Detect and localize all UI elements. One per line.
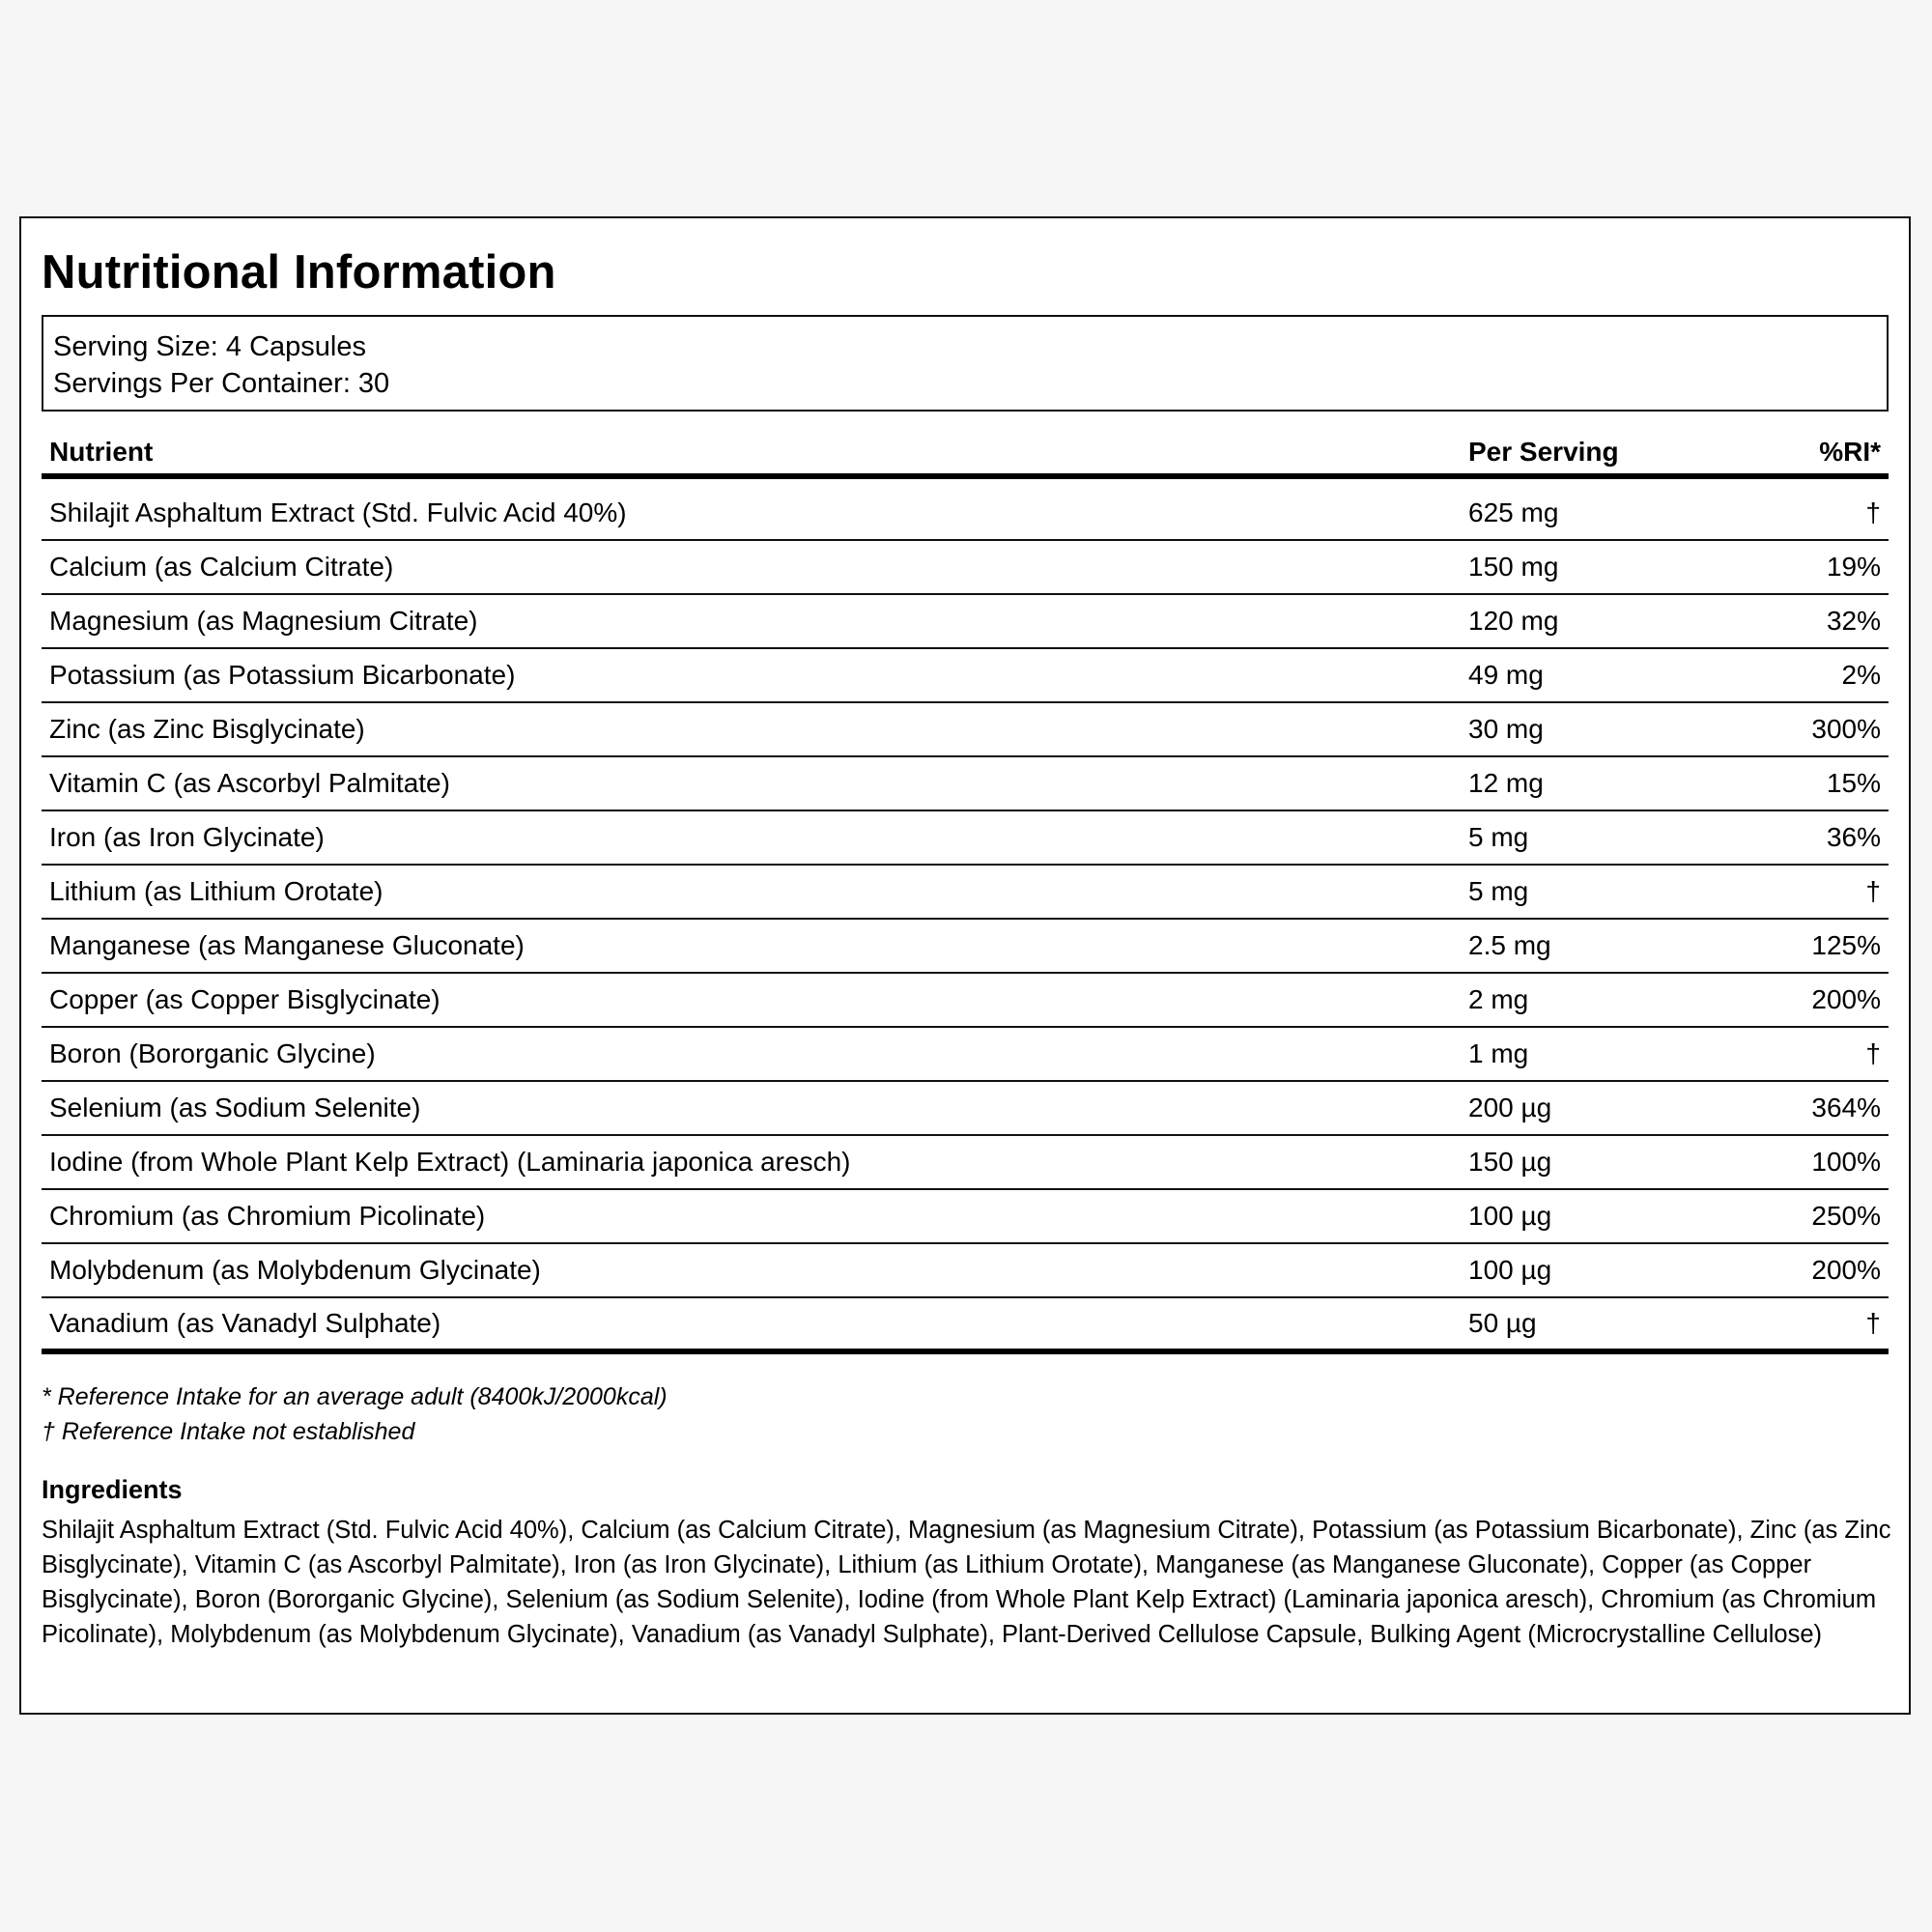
nutrient-ri: † bbox=[1865, 1038, 1881, 1068]
servings-per-container: Servings Per Container: 30 bbox=[53, 368, 390, 399]
nutrient-amount: 100 µg bbox=[1468, 1255, 1552, 1285]
table-row bbox=[42, 1298, 1889, 1354]
nutrient-name: Shilajit Asphaltum Extract (Std. Fulvic Acid 40%) bbox=[49, 497, 627, 527]
nutrient-name: Zinc (as Zinc Bisglycinate) bbox=[49, 714, 365, 744]
table-row bbox=[42, 1136, 1889, 1190]
nutrient-name: Selenium (as Sodium Selenite) bbox=[49, 1093, 421, 1122]
nutrient-ri: 100% bbox=[1811, 1147, 1881, 1177]
nutrient-amount: 150 mg bbox=[1468, 552, 1559, 582]
nutrient-amount: 49 mg bbox=[1468, 660, 1544, 690]
nutrient-amount: 12 mg bbox=[1468, 768, 1544, 798]
header-nutrient: Nutrient bbox=[49, 437, 154, 467]
serving-size: Serving Size: 4 Capsules bbox=[53, 331, 366, 362]
table-row bbox=[42, 757, 1889, 811]
nutrient-amount: 1 mg bbox=[1468, 1038, 1529, 1068]
nutrient-ri: † bbox=[1865, 497, 1881, 527]
nutrient-name: Potassium (as Potassium Bicarbonate) bbox=[49, 660, 516, 690]
nutrient-ri: 19% bbox=[1826, 552, 1881, 582]
nutrient-ri: 300% bbox=[1811, 714, 1881, 744]
nutrient-name: Magnesium (as Magnesium Citrate) bbox=[49, 606, 478, 636]
table-row bbox=[42, 1028, 1889, 1082]
serving-info-box bbox=[42, 315, 1889, 412]
nutrient-amount: 625 mg bbox=[1468, 497, 1559, 527]
table-row bbox=[42, 974, 1889, 1028]
table-row bbox=[42, 1082, 1889, 1136]
header-ri: %RI* bbox=[1819, 437, 1881, 467]
table-row bbox=[42, 649, 1889, 703]
table-row bbox=[42, 1244, 1889, 1298]
table-row bbox=[42, 1190, 1889, 1244]
nutrient-name: Vitamin C (as Ascorbyl Palmitate) bbox=[49, 768, 450, 798]
table-row bbox=[42, 920, 1889, 974]
nutrient-amount: 30 mg bbox=[1468, 714, 1544, 744]
table-row bbox=[42, 811, 1889, 866]
table-header bbox=[42, 431, 1889, 479]
footnote-not-established: † Reference Intake not established bbox=[42, 1418, 415, 1445]
nutrient-name: Copper (as Copper Bisglycinate) bbox=[49, 984, 440, 1014]
page-title: Nutritional Information bbox=[42, 246, 556, 298]
ingredients-heading: Ingredients bbox=[42, 1475, 183, 1504]
table-row bbox=[42, 487, 1889, 541]
nutrient-ri: † bbox=[1865, 876, 1881, 906]
nutrient-ri: 2% bbox=[1841, 660, 1881, 690]
nutrient-name: Iodine (from Whole Plant Kelp Extract) (Laminaria japonica aresch) bbox=[49, 1147, 851, 1177]
nutrient-name: Chromium (as Chromium Picolinate) bbox=[49, 1201, 486, 1231]
nutrient-name: Calcium (as Calcium Citrate) bbox=[49, 552, 394, 582]
header-per-serving: Per Serving bbox=[1468, 437, 1619, 467]
nutrient-ri: 36% bbox=[1826, 822, 1881, 852]
nutrient-amount: 100 µg bbox=[1468, 1201, 1552, 1231]
nutrient-amount: 2 mg bbox=[1468, 984, 1529, 1014]
table-row bbox=[42, 703, 1889, 757]
nutrient-ri: 250% bbox=[1811, 1201, 1881, 1231]
nutrient-amount: 200 µg bbox=[1468, 1093, 1552, 1122]
nutrient-ri: 200% bbox=[1811, 984, 1881, 1014]
nutrient-amount: 150 µg bbox=[1468, 1147, 1552, 1177]
nutrient-name: Lithium (as Lithium Orotate) bbox=[49, 876, 384, 906]
table-row bbox=[42, 866, 1889, 920]
nutrient-name: Manganese (as Manganese Gluconate) bbox=[49, 930, 525, 960]
nutrient-name: Iron (as Iron Glycinate) bbox=[49, 822, 325, 852]
nutrient-amount: 50 µg bbox=[1468, 1308, 1537, 1338]
table-row bbox=[42, 595, 1889, 649]
nutrient-name: Boron (Bororganic Glycine) bbox=[49, 1038, 376, 1068]
nutrient-ri: 32% bbox=[1826, 606, 1881, 636]
table-row bbox=[42, 541, 1889, 595]
nutrient-name: Molybdenum (as Molybdenum Glycinate) bbox=[49, 1255, 541, 1285]
footnotes bbox=[42, 1379, 1889, 1449]
nutrient-ri: 200% bbox=[1811, 1255, 1881, 1285]
nutrient-amount: 5 mg bbox=[1468, 822, 1529, 852]
nutrient-table-body bbox=[42, 487, 1889, 1354]
footnote-reference-intake: * Reference Intake for an average adult (8400kJ/2000kcal) bbox=[42, 1383, 668, 1410]
nutrient-amount: 120 mg bbox=[1468, 606, 1559, 636]
nutrient-ri: 15% bbox=[1826, 768, 1881, 798]
nutrient-ri: † bbox=[1865, 1308, 1881, 1338]
ingredients-text: Shilajit Asphaltum Extract (Std. Fulvic Acid 40%), Calcium (as Calcium Citrate), Magnesium (as Magnesium Citrate), Potassium (as Potassium Bicarbonate), Zinc (as Zinc Bisglycinate), Vitamin C (as Ascorbyl Palmitate), Iron (as Iron Glycinate), Lithium (as Lithium Orotate), Manganese (as Manganese Gluconate), Copper (as Copper Bisglycinate), Boron (Bororganic Glycine), Selenium (as Sodium Selenite), Iodine (from Whole Plant Kelp Extract) (Laminaria japonica aresch), Chromium (as Chromium Picolinate), Molybdenum (as Molybdenum Glycinate), Vanadium (as Vanadyl Sulphate), Plant-Derived Cellulose Capsule, Bulking Agent (Microcrystalline Cellulose) bbox=[42, 1517, 1891, 1648]
nutrient-ri: 125% bbox=[1811, 930, 1881, 960]
nutrient-name: Vanadium (as Vanadyl Sulphate) bbox=[49, 1308, 441, 1338]
nutrient-ri: 364% bbox=[1811, 1093, 1881, 1122]
nutrient-amount: 5 mg bbox=[1468, 876, 1529, 906]
nutrition-panel bbox=[19, 216, 1911, 1715]
nutrient-amount: 2.5 mg bbox=[1468, 930, 1551, 960]
